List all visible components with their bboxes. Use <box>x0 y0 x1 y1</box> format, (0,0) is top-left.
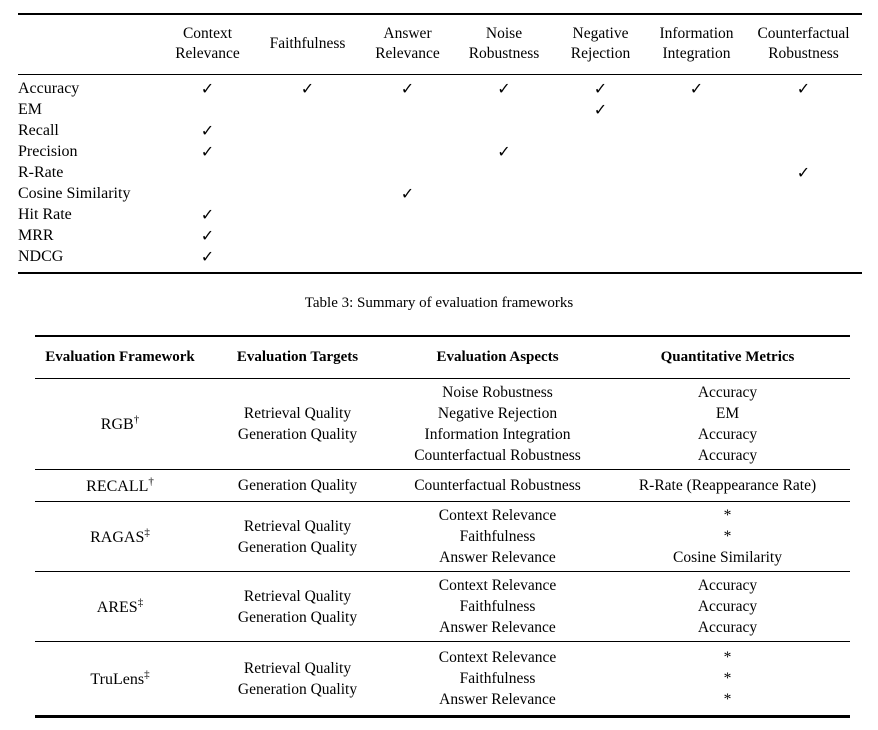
aspect-line: Answer Relevance <box>439 691 556 708</box>
matrix-check-cell <box>745 120 862 141</box>
matrix-check-cell: ✓ <box>796 79 811 98</box>
aspect-line: Context Relevance <box>438 507 557 524</box>
matrix-row-precision <box>18 141 862 162</box>
matrix-col-header-faithfulness <box>255 14 360 75</box>
matrix-check-cell: ✓ <box>593 79 608 98</box>
matrix-check-cell <box>745 246 862 273</box>
matrix-check-cell <box>255 246 360 273</box>
matrix-row-label: Precision <box>18 143 78 160</box>
matrix-check-cell <box>648 162 745 183</box>
header-line: Robustness <box>468 45 540 62</box>
paper-page <box>0 13 878 718</box>
matrix-check-cell: ✓ <box>200 142 215 161</box>
matrix-row-em <box>18 99 862 120</box>
header-line: Robustness <box>768 45 839 62</box>
matrix-check-cell <box>360 225 455 246</box>
matrix-row-label: EM <box>18 101 42 118</box>
matrix-check-cell <box>648 141 745 162</box>
framework-metrics-cell <box>605 470 850 502</box>
framework-name-cell <box>35 470 205 502</box>
header-line: Relevance <box>375 45 440 62</box>
matrix-row-cosine-similarity <box>18 183 862 204</box>
matrix-check-cell: ✓ <box>497 142 511 161</box>
dagger-mark: † <box>133 413 140 426</box>
metric-line: EM <box>715 405 740 422</box>
table-caption: Table 3: Summary of evaluation frameworks <box>304 295 574 311</box>
header-line: Answer <box>383 25 432 42</box>
double-dagger-mark: ‡ <box>144 526 150 539</box>
header-line: Rejection <box>570 45 631 62</box>
matrix-header-row <box>18 14 862 75</box>
matrix-row-hit-rate <box>18 204 862 225</box>
matrix-check-cell: ✓ <box>593 100 608 119</box>
matrix-check-cell: ✓ <box>300 79 315 98</box>
matrix-check-cell <box>553 120 648 141</box>
matrix-row-r-rate <box>18 162 862 183</box>
aspect-line: Answer Relevance <box>439 549 556 566</box>
header-line: Negative <box>572 25 629 42</box>
frameworks-row-trulens <box>35 642 850 717</box>
matrix-check-cell <box>745 141 862 162</box>
matrix-check-cell <box>455 204 553 225</box>
matrix-row-label: Hit Rate <box>18 206 72 223</box>
metrics-matrix-section <box>18 13 862 274</box>
aspect-line: Counterfactual Robustness <box>414 477 581 494</box>
metric-line: R-Rate (Reappearance Rate) <box>638 477 817 494</box>
matrix-check-cell <box>648 99 745 120</box>
framework-name-cell <box>35 379 205 470</box>
framework-aspects-cell <box>390 572 605 642</box>
matrix-check-cell <box>455 162 553 183</box>
matrix-check-cell <box>745 204 862 225</box>
matrix-check-cell <box>255 183 360 204</box>
matrix-check-cell <box>255 162 360 183</box>
metric-line: Accuracy <box>697 447 758 464</box>
matrix-check-cell <box>160 162 255 183</box>
matrix-check-cell: ✓ <box>200 79 215 98</box>
matrix-check-cell <box>648 246 745 273</box>
framework-targets-cell <box>205 572 390 642</box>
matrix-check-cell <box>255 225 360 246</box>
aspect-line: Answer Relevance <box>439 619 556 636</box>
framework-targets-cell <box>205 379 390 470</box>
target-line: Generation Quality <box>237 426 358 443</box>
frameworks-header-row <box>35 336 850 379</box>
framework-name-cell <box>35 502 205 572</box>
matrix-check-cell <box>360 141 455 162</box>
matrix-check-cell <box>648 204 745 225</box>
header-line: Noise <box>485 25 523 42</box>
header-line: Counterfactual <box>757 25 850 42</box>
framework-metrics-cell <box>605 502 850 572</box>
framework-name: RGB† <box>100 413 140 434</box>
framework-targets-cell <box>205 502 390 572</box>
matrix-check-cell <box>455 120 553 141</box>
metric-line: Cosine Similarity <box>673 549 782 566</box>
framework-aspects-cell <box>390 470 605 502</box>
frameworks-col-header-aspects: Evaluation Aspects <box>390 336 605 379</box>
double-dagger-mark: ‡ <box>144 668 150 681</box>
matrix-check-cell <box>648 225 745 246</box>
matrix-check-cell: ✓ <box>200 247 215 266</box>
matrix-check-cell <box>160 183 255 204</box>
framework-metrics-cell <box>605 572 850 642</box>
aspect-line: Faithfulness <box>459 528 536 545</box>
matrix-row-label: Accuracy <box>18 80 80 97</box>
aspect-line: Context Relevance <box>438 577 557 594</box>
matrix-check-cell <box>255 204 360 225</box>
matrix-check-cell <box>553 141 648 162</box>
metric-line: Accuracy <box>697 577 758 594</box>
metric-line: Accuracy <box>697 384 758 401</box>
metric-line: * <box>723 670 732 687</box>
metric-line: Accuracy <box>697 426 758 443</box>
aspect-line: Faithfulness <box>459 670 536 687</box>
matrix-check-cell <box>360 162 455 183</box>
matrix-check-cell: ✓ <box>200 226 215 245</box>
frameworks-section <box>35 335 850 718</box>
matrix-check-cell <box>360 204 455 225</box>
matrix-col-header-negative-rejection <box>553 14 648 75</box>
framework-name: ARES‡ <box>96 596 144 616</box>
target-line: Generation Quality <box>237 680 358 698</box>
matrix-check-cell: ✓ <box>796 163 811 182</box>
frameworks-col-header-targets: Evaluation Targets <box>205 336 390 379</box>
metric-line: Accuracy <box>697 619 758 636</box>
target-line: Generation Quality <box>237 538 358 556</box>
matrix-check-cell: ✓ <box>200 121 215 140</box>
matrix-row-accuracy <box>18 75 862 100</box>
target-line: Generation Quality <box>237 608 358 626</box>
framework-aspects-cell <box>390 642 605 717</box>
matrix-check-cell <box>455 99 553 120</box>
metric-line: * <box>723 691 732 708</box>
header-line: Information <box>659 25 734 42</box>
matrix-col-header-context-relevance <box>160 14 255 75</box>
matrix-corner-cell <box>18 14 160 75</box>
matrix-check-cell <box>255 99 360 120</box>
aspect-line: Counterfactual Robustness <box>414 447 581 464</box>
matrix-col-header-noise-robustness <box>455 14 553 75</box>
header-line: Context <box>182 25 233 42</box>
matrix-check-cell <box>553 183 648 204</box>
header-line: Integration <box>662 45 731 62</box>
matrix-row-recall <box>18 120 862 141</box>
framework-name: TruLens‡ <box>90 668 150 688</box>
matrix-check-cell <box>553 204 648 225</box>
matrix-check-cell: ✓ <box>400 184 415 203</box>
matrix-check-cell <box>360 120 455 141</box>
metric-line: Accuracy <box>697 598 758 615</box>
target-line: Retrieval Quality <box>243 659 352 677</box>
frameworks-row-ragas <box>35 502 850 572</box>
matrix-col-header-information-integration <box>648 14 745 75</box>
target-line: Retrieval Quality <box>243 587 352 605</box>
matrix-check-cell <box>455 246 553 273</box>
header-line: Faithfulness <box>269 35 346 52</box>
aspect-line: Negative Rejection <box>437 405 558 422</box>
matrix-check-cell <box>360 246 455 273</box>
double-dagger-mark: ‡ <box>137 596 144 609</box>
matrix-check-cell <box>745 183 862 204</box>
header-line: Relevance <box>175 45 240 62</box>
aspect-line: Information Integration <box>424 426 571 443</box>
framework-name: RECALL† <box>86 475 154 495</box>
matrix-row-label: MRR <box>18 227 54 244</box>
framework-aspects-cell <box>390 379 605 470</box>
matrix-check-cell <box>648 183 745 204</box>
framework-aspects-cell <box>390 502 605 572</box>
matrix-check-cell <box>745 99 862 120</box>
metric-line: * <box>723 507 732 524</box>
matrix-check-cell: ✓ <box>497 79 511 98</box>
matrix-check-cell <box>745 225 862 246</box>
aspect-line: Context Relevance <box>438 649 557 666</box>
frameworks-col-header-metrics: Quantitative Metrics <box>605 336 850 379</box>
matrix-check-cell <box>360 99 455 120</box>
framework-metrics-cell <box>605 379 850 470</box>
matrix-check-cell <box>648 120 745 141</box>
matrix-check-cell <box>455 225 553 246</box>
matrix-row-label: NDCG <box>18 248 64 265</box>
framework-metrics-cell <box>605 642 850 717</box>
matrix-check-cell: ✓ <box>200 205 215 224</box>
frameworks-col-header-framework: Evaluation Framework <box>35 336 205 379</box>
matrix-row-ndcg <box>18 246 862 273</box>
matrix-check-cell <box>455 183 553 204</box>
frameworks-row-ares <box>35 572 850 642</box>
aspect-line: Faithfulness <box>459 598 536 615</box>
framework-name-cell <box>35 572 205 642</box>
matrix-check-cell <box>255 120 360 141</box>
framework-targets-cell <box>205 642 390 717</box>
matrix-check-cell <box>255 141 360 162</box>
framework-name: RAGAS‡ <box>90 526 150 546</box>
matrix-check-cell <box>553 246 648 273</box>
framework-targets-cell <box>205 470 390 502</box>
frameworks-table <box>35 335 850 718</box>
matrix-row-label: Cosine Similarity <box>18 185 131 202</box>
frameworks-row-rgb <box>35 379 850 470</box>
matrix-check-cell <box>553 162 648 183</box>
matrix-check-cell <box>553 225 648 246</box>
matrix-check-cell: ✓ <box>689 79 704 98</box>
matrix-col-header-counterfactual-robustness <box>745 14 862 75</box>
matrix-row-label: Recall <box>18 122 59 139</box>
framework-name-cell <box>35 642 205 717</box>
aspect-line: Noise Robustness <box>442 384 553 401</box>
target-line: Generation Quality <box>237 477 358 494</box>
metric-line: * <box>723 649 732 666</box>
frameworks-row-recall <box>35 470 850 502</box>
metrics-matrix-table <box>18 13 862 274</box>
matrix-check-cell <box>160 99 255 120</box>
target-line: Retrieval Quality <box>243 517 352 535</box>
matrix-col-header-answer-relevance <box>360 14 455 75</box>
metric-line: * <box>723 528 732 545</box>
dagger-mark: † <box>148 475 154 488</box>
matrix-check-cell: ✓ <box>400 79 415 98</box>
target-line: Retrieval Quality <box>243 405 352 422</box>
matrix-row-label: R-Rate <box>18 164 64 181</box>
matrix-row-mrr <box>18 225 862 246</box>
